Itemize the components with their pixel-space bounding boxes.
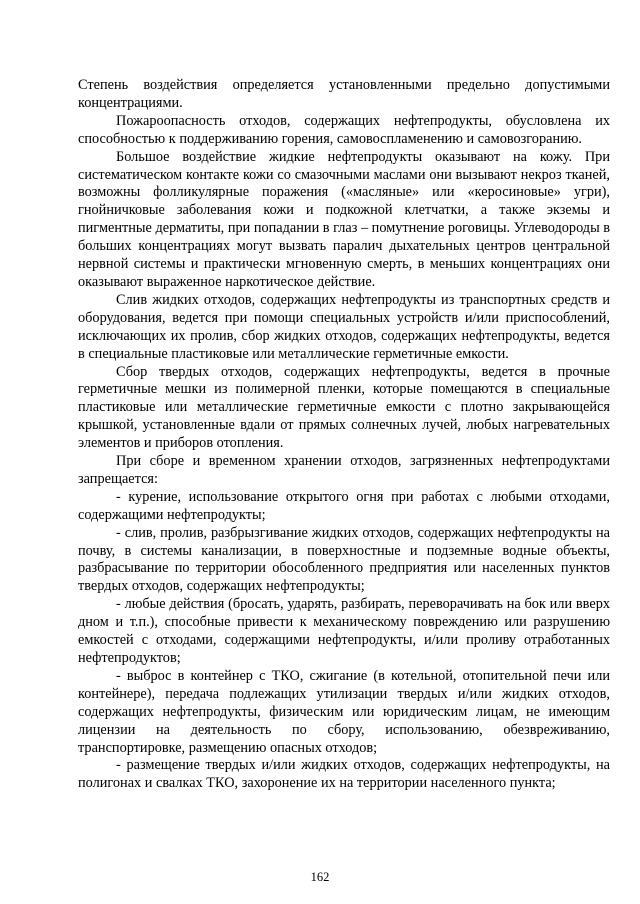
list-item-disposal-transfer: - выброс в контейнер с ТКО, сжигание (в котельной, отопительной печи или контейнере), передача подлежащих утилизации твердых и/или жидких отходов, содержащих нефтепродукты, физическим или юридическим лицам, не имеющим лицензии на деятельность по сбору, использованию, обезвреживанию, транспортировке, размещению опасных отходов; [78, 667, 610, 756]
paragraph-prohibitions-intro: При сборе и временном хранении отходов, загрязненных нефтепродуктами запрещается: [78, 453, 610, 487]
paragraph-skin-effects: Большое воздействие жидкие нефтепродукты оказывают на кожу. При систематическом контакте кожи со смазочными маслами они вызывают некроз тканей, возможны фолликулярные поражения («масляные» или «керосиновые» угри), гнойничковые заболевания кожи и подкожной клетчатки, а также экземы и пигментные дерматиты, при попадании в глаз – помутнение роговицы. Углеводороды в больших концентрациях могут вызвать паралич дыхательных центров центральной нервной системы и практически мгновенную смерть, в меньших концентрациях они оказывают выраженное наркотическое действие. [78, 148, 611, 290]
paragraph-exposure-degree: Степень воздействия определяется установленными предельно допустимыми концентрациями. [78, 77, 610, 111]
page-number: 162 [310, 870, 330, 884]
list-item-mechanical-damage: - любые действия (бросать, ударять, разбирать, переворачивать на бок или вверх дном и т.п.), способные привести к механическому повреждению или разрушению емкостей с отходами, содержащими нефтепродукты, и/или проливу отработанных нефтепродуктов; [78, 596, 610, 666]
document-body [78, 77, 610, 793]
paragraph-liquid-waste-drain: Слив жидких отходов, содержащих нефтепродукты из транспортных средств и оборудования, ведется при помощи специальных устройств и/или приспособлений, исключающих их пролив, сбор жидких отходов, содержащих нефтепродукты, ведется в специальные пластиковые или металлические герметичные емкости. [78, 291, 610, 362]
list-item-landfill-placement: - размещение твердых и/или жидких отходов, содержащих нефтепродукты, на полигонах и свалках ТКО, захоронение их на территории населенного пункта; [78, 757, 610, 792]
paragraph-solid-waste-collection: Сбор твердых отходов, содержащих нефтепродукты, ведется в прочные герметичные мешки из полимерной пленки, которые помещаются в специальные пластиковые или металлические герметичные емкости с плотно закрывающейся крышкой, установленные вдали от прямых солнечных лучей, любых нагревательных элементов и приборов отопления. [78, 363, 610, 452]
paragraph-fire-hazard: Пожароопасность отходов, содержащих нефтепродукты, обусловлена их способностью к поддерживанию горения, самовоспламенению и самовозгоранию. [78, 112, 610, 147]
list-item-spilling: - слив, пролив, разбрызгивание жидких отходов, содержащих нефтепродукты на почву, в системы канализации, в поверхностные и подземные водные объекты, разбрасывание по территории обособленного предприятия или населенных пунктов твердых отходов, содержащих нефтепродукты; [78, 524, 610, 595]
list-item-smoking: - курение, использование открытого огня при работах с любыми отходами, содержащими нефтепродукты; [78, 488, 610, 523]
